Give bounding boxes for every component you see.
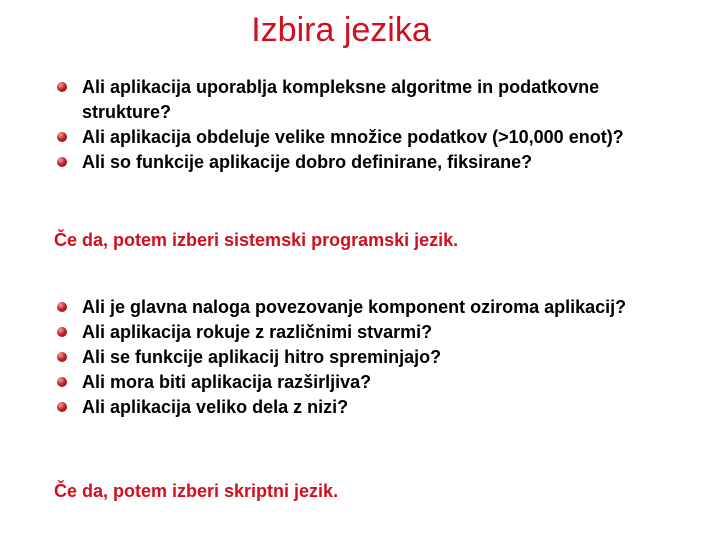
system-language-criteria-list bbox=[0, 75, 682, 175]
bullet-text: Ali je glavna naloga povezovanje komponent oziroma aplikacij? bbox=[82, 297, 627, 317]
red-sphere-bullet-icon bbox=[57, 377, 67, 387]
list-item bbox=[0, 320, 682, 345]
bullet-text: Ali aplikacija uporablja kompleksne algoritme in podatkovne strukture? bbox=[82, 77, 600, 122]
red-sphere-bullet-icon bbox=[57, 157, 67, 167]
list-item bbox=[0, 125, 682, 150]
bullet-text: Ali aplikacija rokuje z različnimi stvarmi? bbox=[82, 322, 433, 342]
bullet-text: Ali aplikacija obdeluje velike množice podatkov (>10,000 enot)? bbox=[82, 127, 624, 147]
list-item bbox=[0, 345, 682, 370]
list-item bbox=[0, 370, 682, 395]
system-language-conclusion: Če da, potem izberi sistemski programski jezik. bbox=[54, 230, 459, 250]
list-item bbox=[0, 295, 682, 320]
bullet-text: Ali so funkcije aplikacije dobro definirane, fiksirane? bbox=[82, 152, 533, 172]
list-item bbox=[0, 150, 682, 175]
red-sphere-bullet-icon bbox=[57, 82, 67, 92]
red-sphere-bullet-icon bbox=[57, 327, 67, 337]
list-item bbox=[0, 395, 682, 420]
slide-title: Izbira jezika bbox=[251, 11, 431, 49]
bullet-text: Ali aplikacija veliko dela z nizi? bbox=[82, 397, 349, 417]
red-sphere-bullet-icon bbox=[57, 352, 67, 362]
bullet-text: Ali se funkcije aplikacij hitro spreminjajo? bbox=[82, 347, 442, 367]
scripting-language-criteria-list bbox=[0, 295, 682, 420]
red-sphere-bullet-icon bbox=[57, 302, 67, 312]
red-sphere-bullet-icon bbox=[57, 402, 67, 412]
bullet-text: Ali mora biti aplikacija razširljiva? bbox=[82, 372, 372, 392]
red-sphere-bullet-icon bbox=[57, 132, 67, 142]
scripting-language-conclusion: Če da, potem izberi skriptni jezik. bbox=[54, 481, 339, 501]
list-item bbox=[0, 75, 682, 125]
